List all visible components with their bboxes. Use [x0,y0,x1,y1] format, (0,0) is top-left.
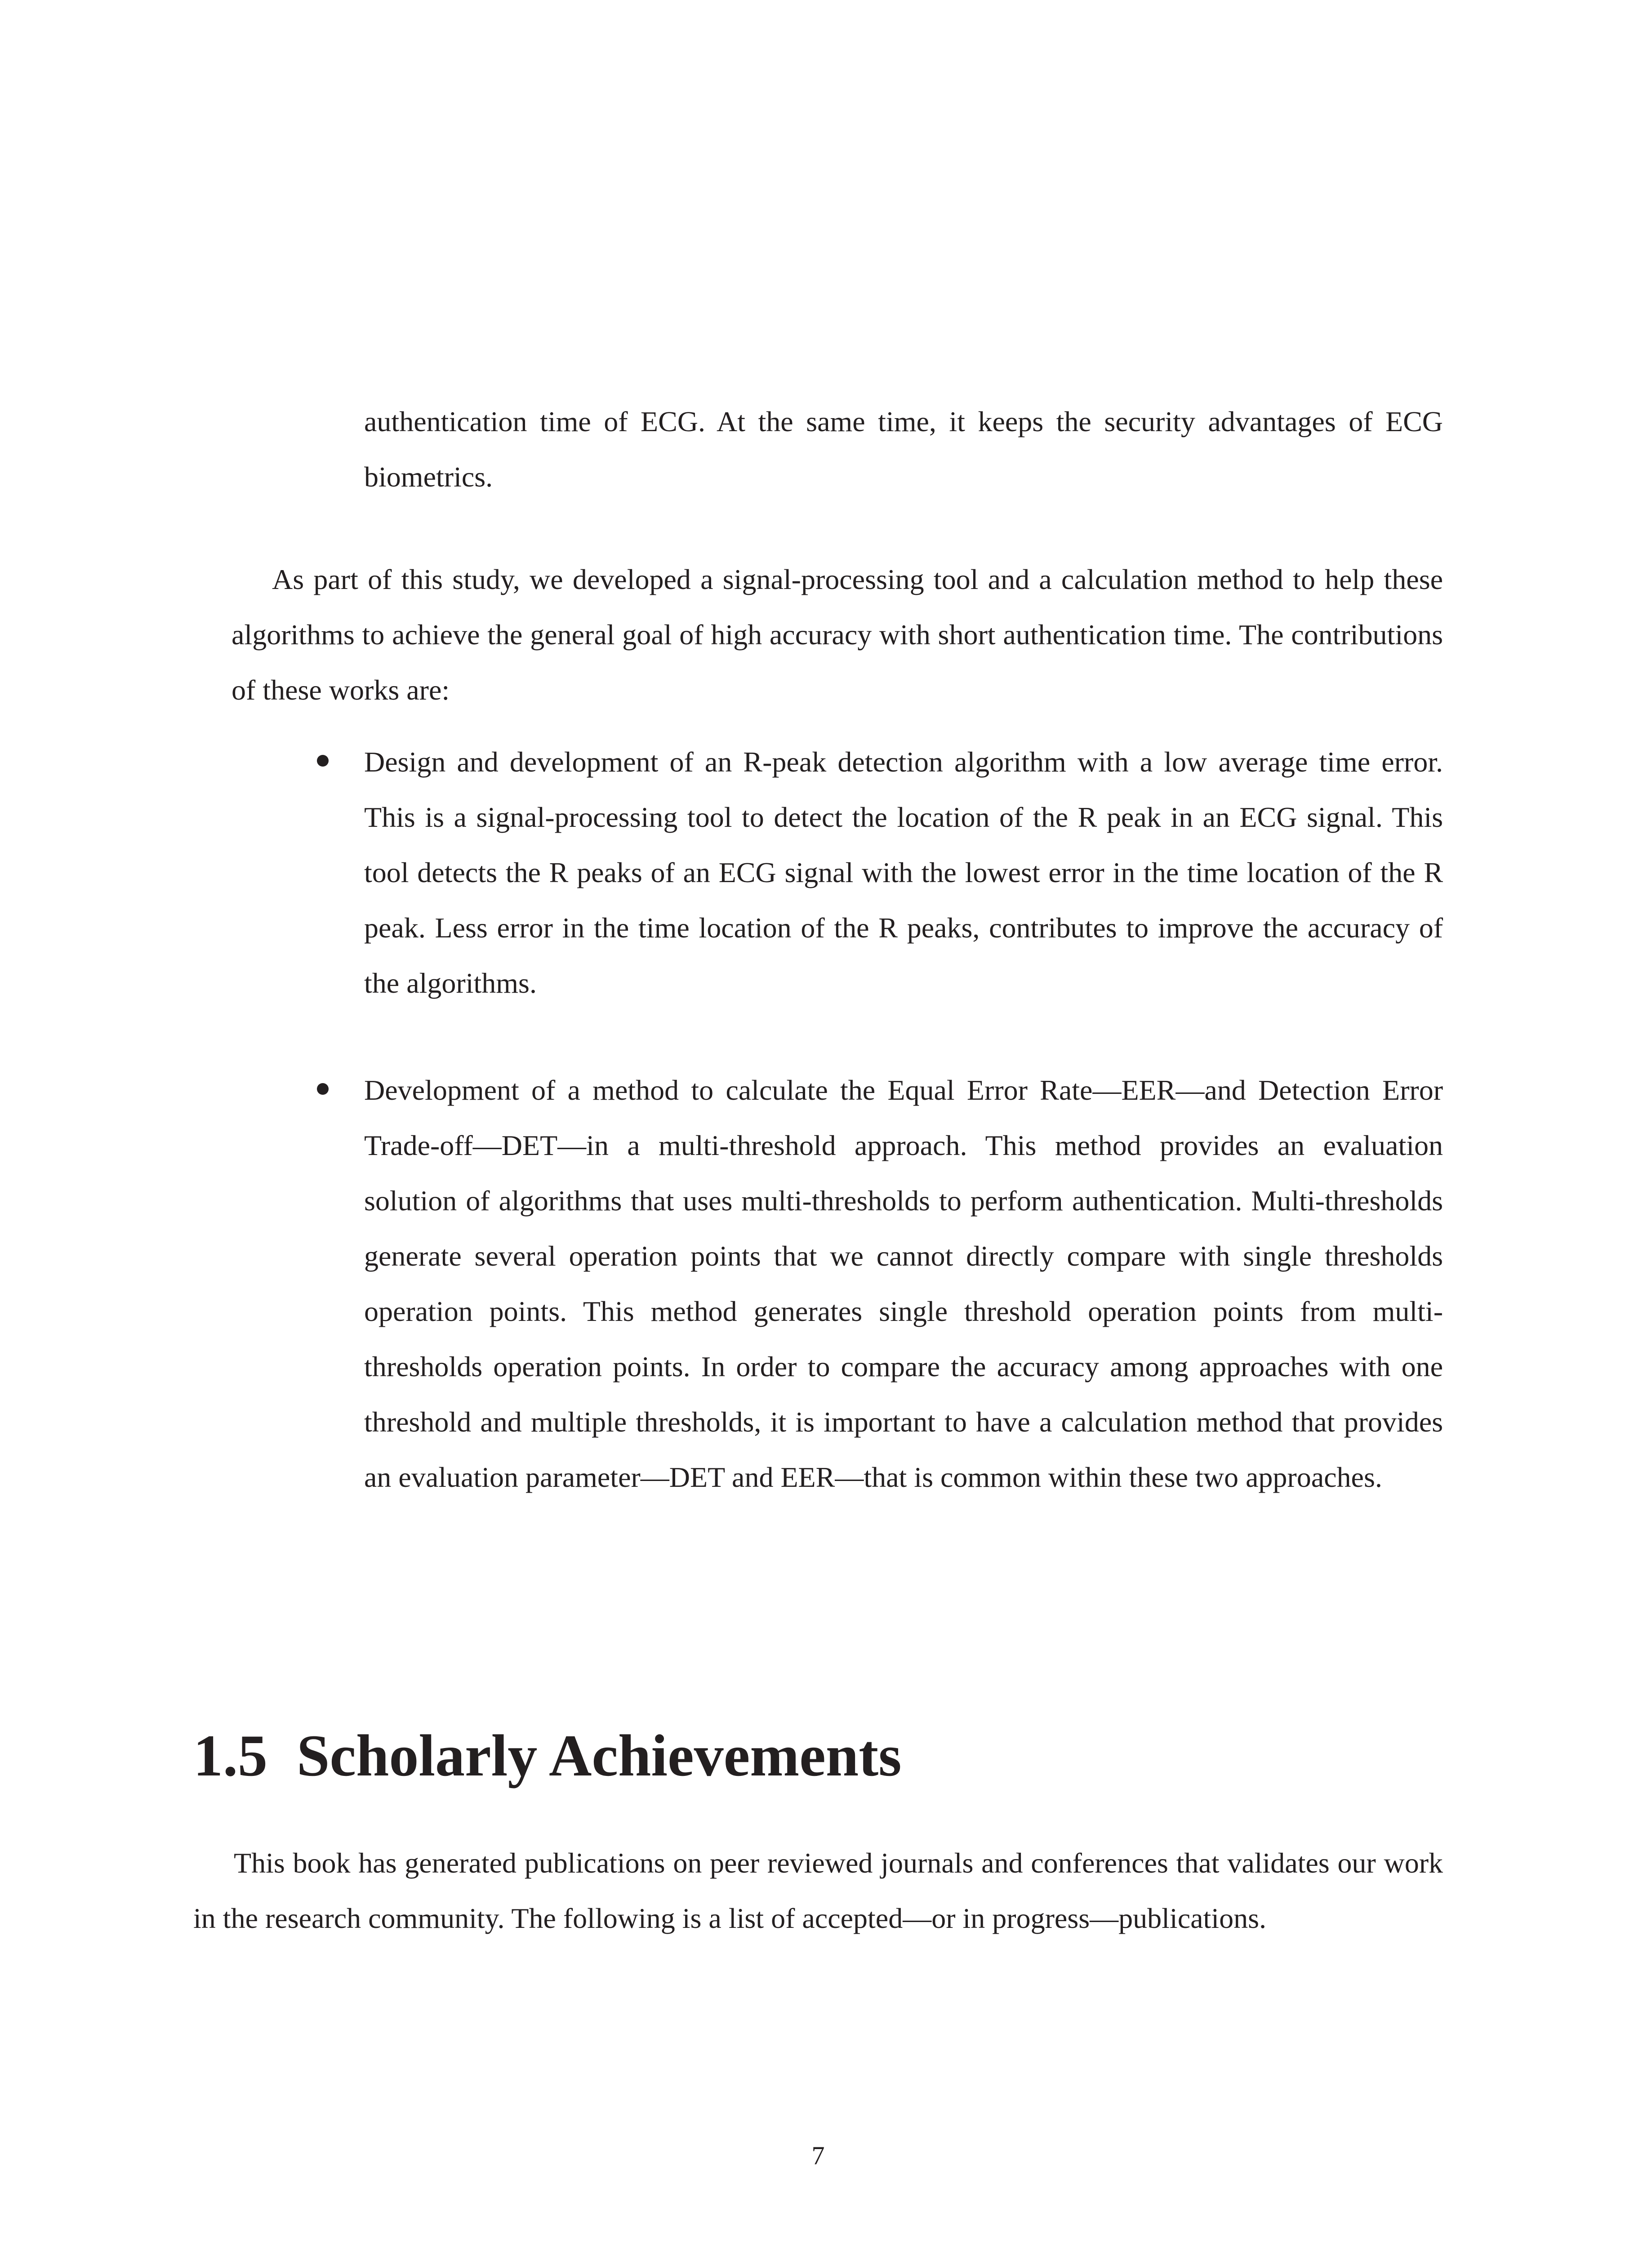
scholarly-achievements-paragraph: This book has generated publications on peer reviewed journals and conferences that validates our work in the research community. The following is a list of accepted—or in progress—publications. [193,1847,1443,1934]
contribution-text: Development of a method to calculate the Equal Error Rate—EER—and Detection Error Trade-off—DET—in a multi-threshold approach. This method provides an evaluation solution of algorithms that uses multi-thresholds to perform authentication. Multi-thresholds generate several operation points that we cannot directly compare with single thresholds operation points. This method generates single threshold operation points from multi-thresholds operation points. In order to compare the accuracy among approaches with one threshold and multiple thresholds, it is important to have a calculation method that provides an evaluation parameter—DET and EER—that is common within these two approaches. [364,1074,1443,1493]
contributions-intro-paragraph: As part of this study, we developed a signal-processing tool and a calculation method to help these algorithms to achieve the general goal of high accuracy with short authentication time. The contributions of these works are: [232,563,1443,706]
section-number: 1.5 [193,1722,267,1789]
contribution-item-r-peak [364,734,1443,1011]
contribution-item-eer-det [364,1062,1443,1505]
section-heading [193,1722,902,1789]
bullet-icon [317,1083,329,1095]
continued-bullet-text: authentication time of ECG. At the same time, it keeps the security advantages of ECG biometrics. [364,406,1443,493]
page-number: 7 [811,2141,825,2170]
bullet-icon [317,755,329,767]
contribution-text: Design and development of an R-peak detection algorithm with a low average time error. This is a signal-processing tool to detect the location of the R peak in an ECG signal. This tool detects the R peaks of an ECG signal with the lowest error in the time location of the R peak. Less error in the time location of the R peaks, contributes to improve the accuracy of the algorithms. [364,746,1443,999]
section-title: Scholarly Achievements [297,1722,902,1789]
